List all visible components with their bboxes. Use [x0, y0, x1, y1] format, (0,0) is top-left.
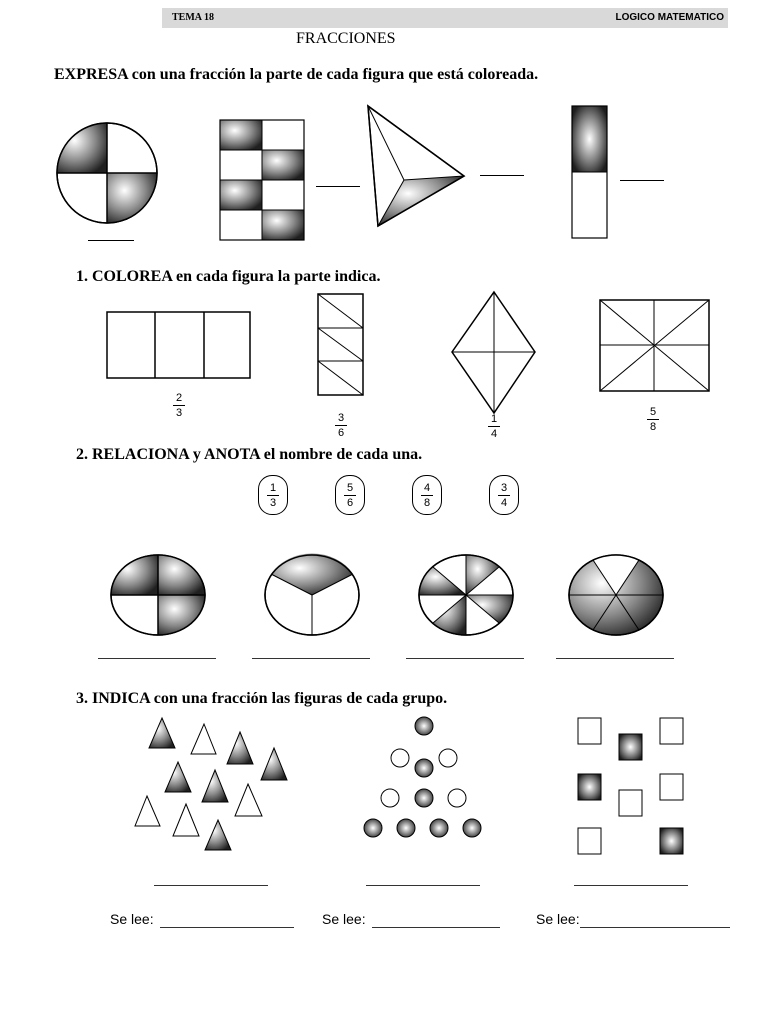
- circles-group: [362, 716, 484, 840]
- quartered-circle-figure: [56, 122, 158, 224]
- answer-line-pyramid[interactable]: [480, 175, 524, 176]
- half-strip-figure: [572, 106, 608, 238]
- answer-line-relate-2[interactable]: [252, 658, 370, 659]
- fraction-five-eighths: 5 8: [647, 406, 659, 433]
- read-line-3[interactable]: [580, 927, 730, 928]
- answer-line-strip[interactable]: [620, 180, 664, 181]
- answer-line-group-1[interactable]: [154, 885, 268, 886]
- topic-number: TEMA 18: [172, 12, 214, 23]
- read-line-1[interactable]: [160, 927, 294, 928]
- option-four-eighths[interactable]: $\frac{4}{8}$: [412, 475, 442, 515]
- option-five-sixths[interactable]: $\frac{5}{6}$: [335, 475, 365, 515]
- read-label-1: Se lee:: [110, 911, 154, 927]
- read-label-2: Se lee:: [322, 911, 366, 927]
- read-line-2[interactable]: [372, 927, 500, 928]
- fraction-two-thirds: 2 3: [173, 392, 185, 419]
- fraction-three-sixths: 3 6: [335, 412, 347, 439]
- circle-three-quarters: [110, 554, 206, 636]
- answer-line-relate-3[interactable]: [406, 658, 524, 659]
- intro-instruction: EXPRESA con una fracción la parte de cada figura que está coloreada.: [54, 66, 539, 83]
- pyramid-figure: [368, 106, 468, 228]
- answer-line-relate-4[interactable]: [556, 658, 674, 659]
- answer-line-group-2[interactable]: [366, 885, 480, 886]
- circle-one-third: [264, 554, 360, 636]
- read-label-3: Se lee:: [536, 911, 580, 927]
- sixths-rectangle[interactable]: [318, 294, 364, 396]
- subject-label: LOGICO MATEMATICO: [615, 12, 724, 23]
- answer-line-circle[interactable]: [88, 240, 134, 241]
- eighths-square[interactable]: [600, 300, 710, 392]
- section3-instruction: 3. INDICA con una fracción las figuras de cada grupo.: [76, 690, 448, 707]
- squares-group: [576, 716, 686, 856]
- rhombus-figure[interactable]: [452, 292, 536, 414]
- section1-instruction: 1. COLOREA en cada figura la parte indica.: [76, 268, 381, 285]
- circle-four-eighths: [418, 554, 514, 636]
- page-title: FRACCIONES: [296, 30, 396, 47]
- answer-line-grid[interactable]: [316, 186, 360, 187]
- option-one-third[interactable]: $\frac{1}{3}$: [258, 475, 288, 515]
- grid-rectangle-figure: [220, 120, 304, 240]
- fraction-one-fourth: 1 4: [488, 413, 500, 440]
- circle-five-sixths: [568, 554, 664, 636]
- thirds-rectangle[interactable]: [107, 312, 251, 378]
- option-three-fourths[interactable]: $\frac{3}{4}$: [489, 475, 519, 515]
- section2-instruction: 2. RELACIONA y ANOTA el nombre de cada una.: [76, 446, 423, 463]
- triangles-group: [134, 716, 294, 854]
- answer-line-relate-1[interactable]: [98, 658, 216, 659]
- answer-line-group-3[interactable]: [574, 885, 688, 886]
